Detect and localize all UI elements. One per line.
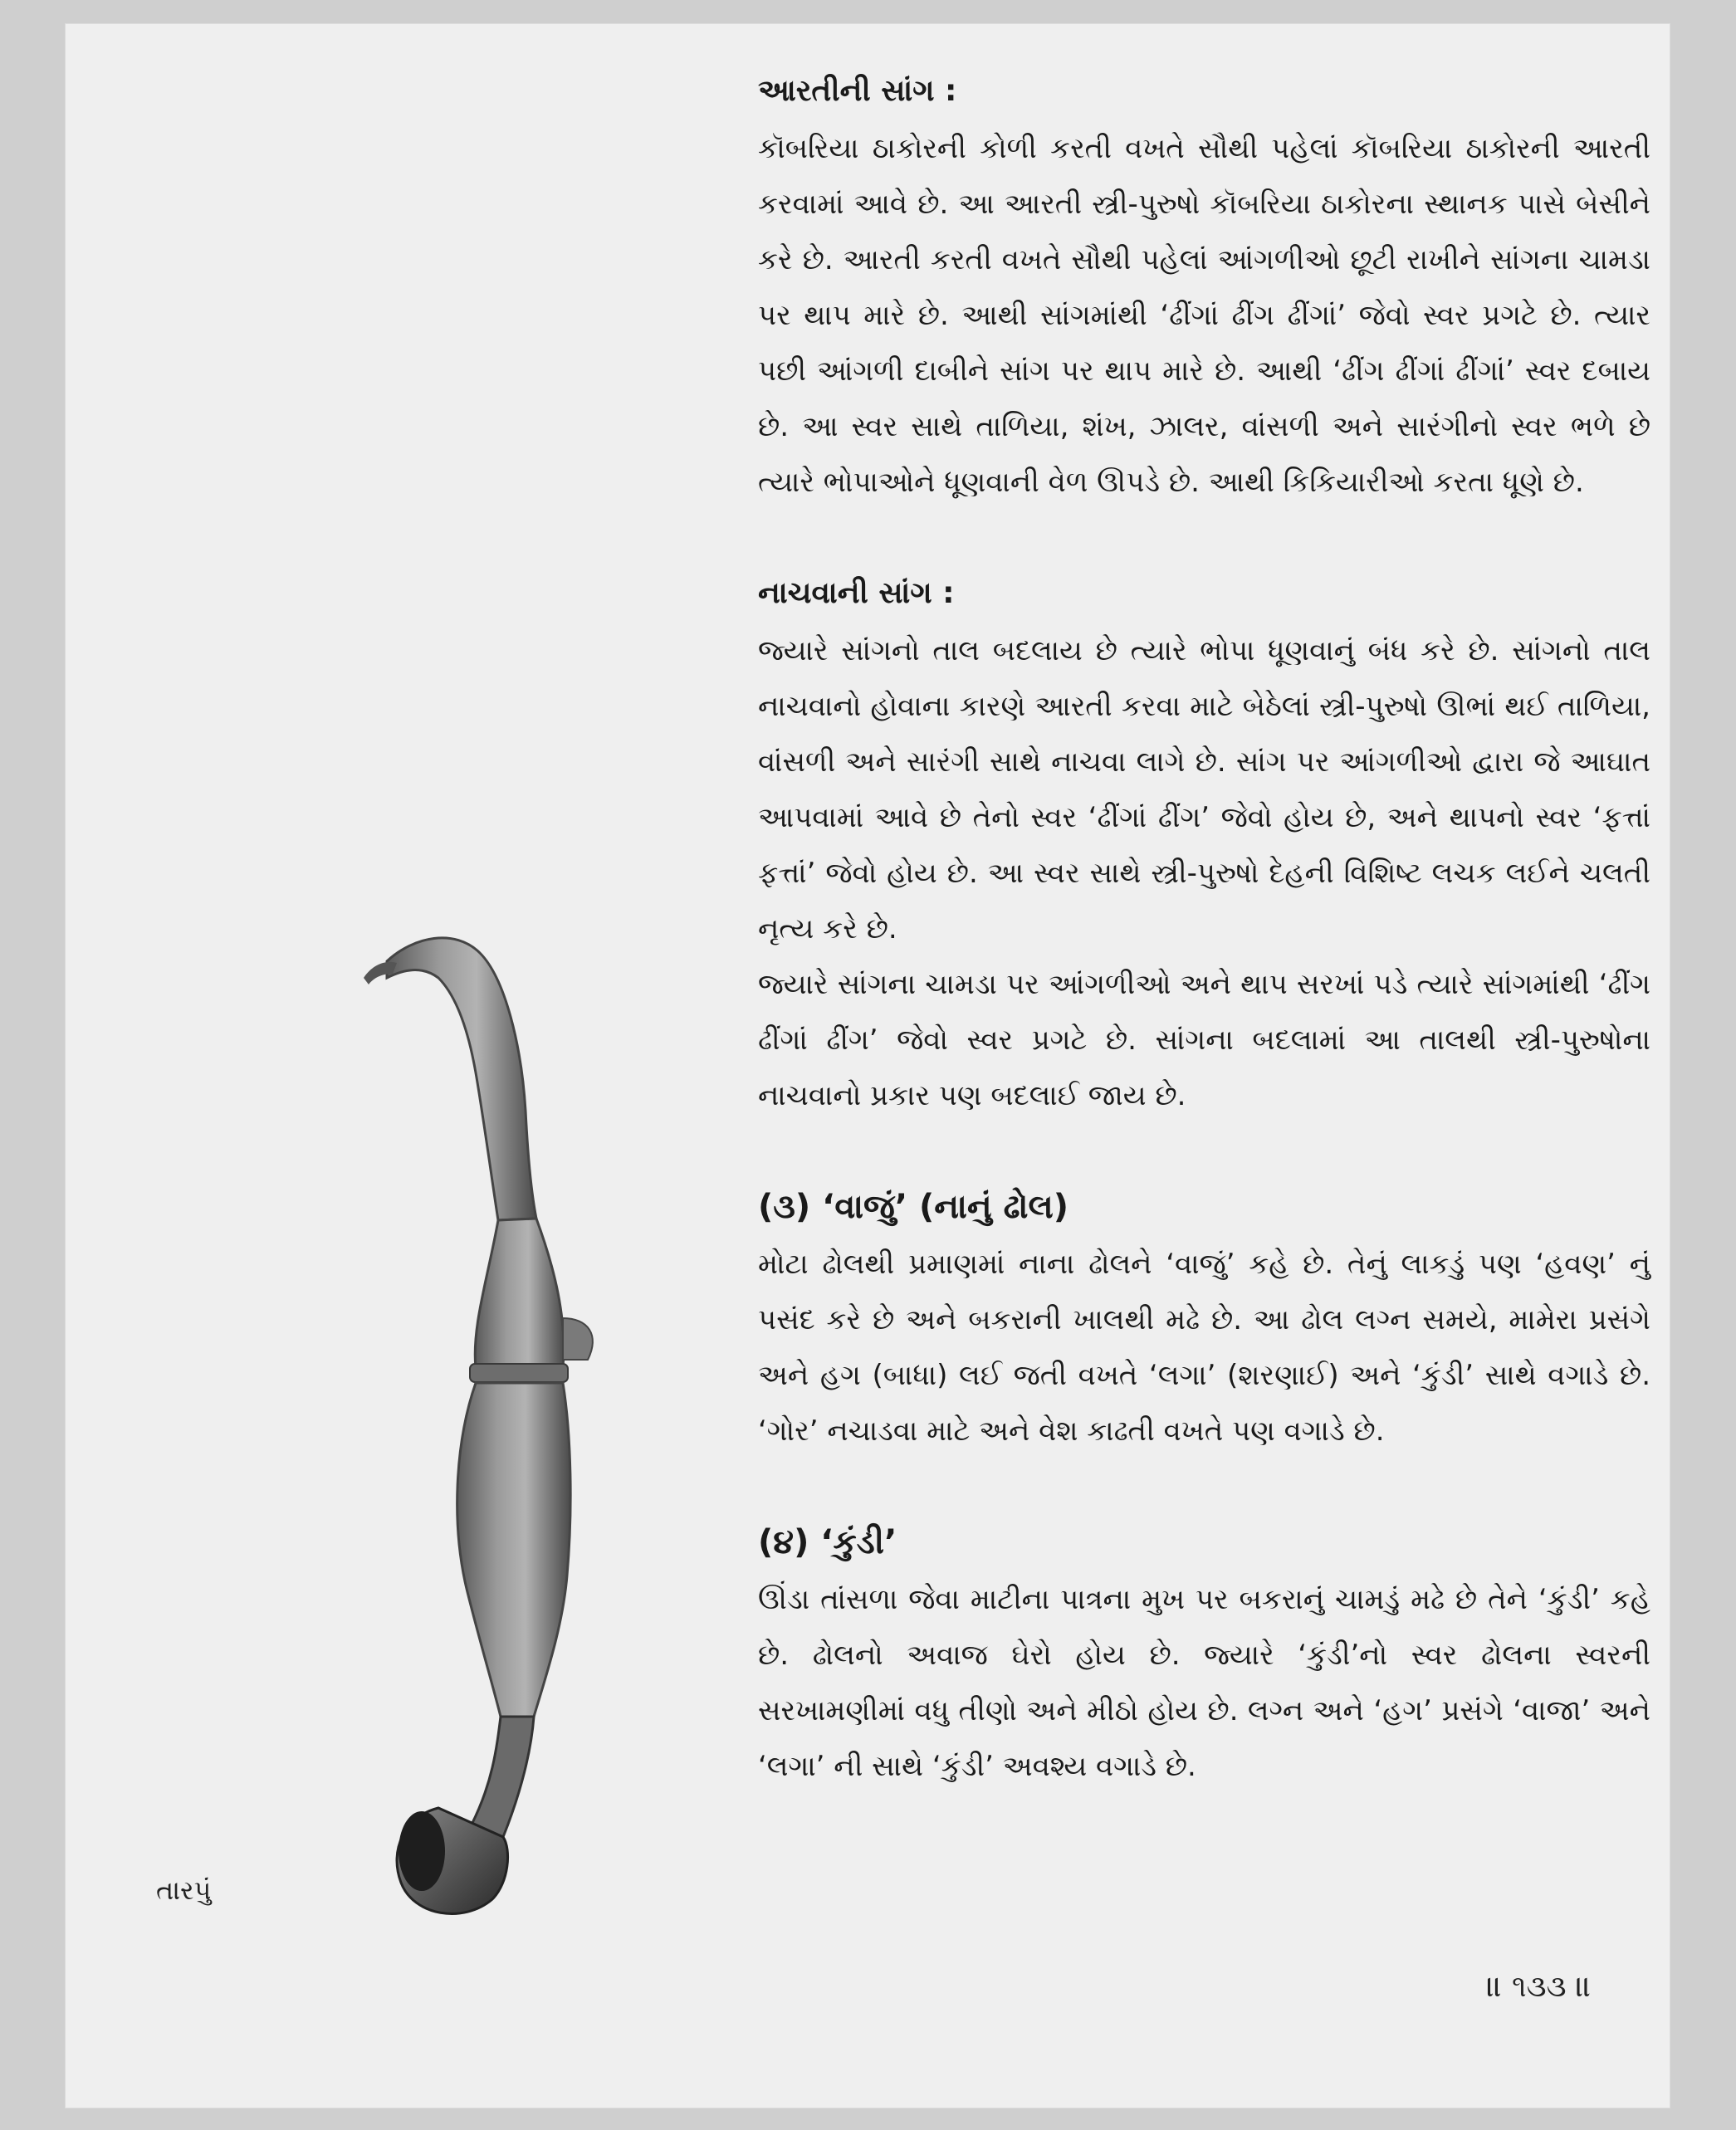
book-page [65, 23, 1670, 2108]
section-heading: (૪) ‘કુંડી’ [758, 1523, 897, 1561]
section-paragraph: ઊંડા તાંસળા જેવા માટીના પાત્રના મુખ પર બકરાનું ચામડું મઢે છે તેને ‘કુંડી’ કહે છે. ઢોલનો અવાજ ઘેરો હોય છે. જ્યારે ‘કુંડી’નો સ્વર ઢોલના સ્વરની સરખામણીમાં વધુ તીણો અને મીઠો હોય છે. લગ્ન અને ‘હગ’ પ્રસંગે ‘વાજા’ અને ‘લગા’ ની સાથે ‘કુંડી’ અવશ્ય વગાડે છે. [758, 1583, 1650, 1783]
section-heading: (૩) ‘વાજું’ (નાનું ઢોલ) [758, 1188, 1069, 1226]
tarpu-instrument-illustration [314, 928, 679, 1932]
page-number: ॥ ૧૩૩ ॥ [1486, 1970, 1592, 2004]
section-arti-sang [758, 66, 1650, 511]
section-paragraph: મોટા ઢોલથી પ્રમાણમાં નાના ઢોલને ‘વાજું’ કહે છે. તેનું લાકડું પણ ‘હવણ’ નું પસંદ કરે છે અને બકરાની ખાલથી મઢે છે. આ ઢોલ લગ્ન સમયે, મામેરા પ્રસંગે અને હગ (બાધા) લઈ જતી વખતે ‘લગા’ (શરણાઈ) અને ‘કુંડી’ સાથે વગાડે છે. ‘ગોર’ નચાડવા માટે અને વેશ કાઢતી વખતે પણ વગાડે છે. [758, 1248, 1650, 1448]
section-nachvani-sang [758, 569, 1650, 1124]
section-paragraph: કૉબરિયા ઠાકોરની કોળી કરતી વખતે સૌથી પહેલાં કૉબરિયા ઠાકોરની આરતી કરવામાં આવે છે. આ આરતી સ્ત્રી-પુરુષો કૉબરિયા ઠાકોરના સ્થાનક પાસે બેસીને કરે છે. આરતી કરતી વખતે સૌથી પહેલાં આંગળીઓ છૂટી રાખીને સાંગના ચામડા પર થાપ મારે છે. આથી સાંગમાંથી ‘ઢીંગાં ઢીંગ ઢીંગાં’ જેવો સ્વર પ્રગટે છે. ત્યાર પછી આંગળી દાબીને સાંગ પર થાપ મારે છે. આથી ‘ઢીંગ ઢીંગાં ઢીંગાં’ સ્વર દબાય છે. આ સ્વર સાથે તાળિયા, શંખ, ઝાલર, વાંસળી અને સારંગીનો સ્વર ભળે છે ત્યારે ભોપાઓને ધૂણવાની વેળ ઊપડે છે. આથી કિકિયારીઓ કરતા ધૂણે છે. [758, 132, 1650, 499]
section-heading: નાચવાની સાંગ : [758, 576, 955, 610]
text-column [758, 66, 1650, 1853]
image-caption: તારપું [156, 1874, 212, 1906]
section-paragraph: જ્યારે સાંગના ચામડા પર આંગળીઓ અને થાપ સરખાં પડે ત્યારે સાંગમાંથી ‘ઢીંગ ઢીંગાં ઢીંગ’ જેવો સ્વર પ્રગટે છે. સાંગના બદલામાં આ તાલથી સ્ત્રી-પુરુષોના નાચવાનો પ્રકાર પણ બદલાઈ જાય છે. [758, 968, 1650, 1112]
section-kundi [758, 1517, 1650, 1795]
section-heading: આરતીની સાંગ : [758, 74, 957, 108]
section-paragraph: જ્યારે સાંગનો તાલ બદલાય છે ત્યારે ભોપા ધૂણવાનું બંધ કરે છે. સાંગનો તાલ નાચવાનો હોવાના કારણે આરતી કરવા માટે બેઠેલાં સ્ત્રી-પુરુષો ઊભાં થઈ તાળિયા, વાંસળી અને સારંગી સાથે નાચવા લાગે છે. સાંગ પર આંગળીઓ દ્વારા જે આઘાત આપવામાં આવે છે તેનો સ્વર ‘ઢીંગાં ઢીંગ’ જેવો હોય છે, અને થાપનો સ્વર ‘ફત્તાં ફત્તાં’ જેવો હોય છે. આ સ્વર સાથે સ્ત્રી-પુરુષો દેહની વિશિષ્ટ લચક લઈને ચલતી નૃત્ય કરે છે. [758, 634, 1650, 945]
section-vaju [758, 1182, 1650, 1459]
